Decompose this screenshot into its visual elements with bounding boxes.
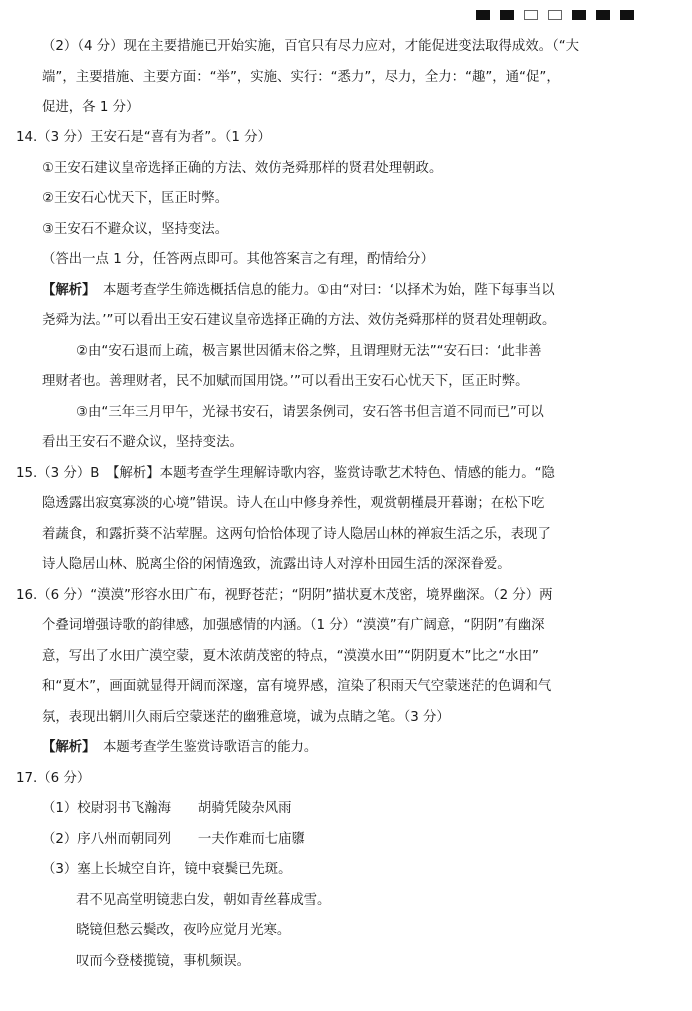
analysis-line: 尧舜为法。’”可以看出王安石建议皇帝选择正确的方法、效仿尧舜那样的贤君处理朝政。 [42,313,556,328]
page-mark [596,10,610,20]
analysis-line: ②由“安石退而上疏，极言累世因循末俗之弊，且谓理财无法”“安石曰：‘此非善 [76,344,542,359]
answer-line: 氛，表现出辋川久雨后空蒙迷茫的幽雅意境，诚为点睛之笔。（3 分） [42,710,450,725]
analysis-line: 理财者也。善理财者，民不加赋而国用饶。’”可以看出王安石心忧天下，匡正时弊。 [42,374,529,389]
page-mark [476,10,490,20]
answer-line: 诗人隐居山林、脱离尘俗的闲情逸致，流露出诗人对淳朴田园生活的深深眷爱。 [42,557,511,572]
page-mark [500,10,514,20]
page-mark [620,10,634,20]
analysis-line: ③由“三年三月甲午，光禄书安石，请罢条例司，安石答书但言道不同而已”可以 [76,405,544,420]
page-mark [524,10,538,20]
answer-point: ②王安石心忧天下，匡正时弊。 [42,191,229,206]
page-mark [548,10,562,20]
answer-line: 着蔬食，和露折葵不沾荤腥。这两句恰恰体现了诗人隐居山林的禅寂生活之乐，表现了 [42,527,551,542]
answer-line: 端”，主要措施、主要方面：“举”，实施、实行：“悉力”，尽力，全力：“趣”，通“促”， [42,70,560,85]
page-mark [572,10,586,20]
question-14-heading: 14.（3 分）王安石是“喜有为者”。（1 分） [16,130,271,145]
analysis-line: 本题考查学生筛选概括信息的能力。①由“对曰：‘以择术为始，陛下每事当以 [103,283,555,298]
answer-line: 叹而今登楼揽镜，事机频误。 [76,954,251,969]
answer-line: （3）塞上长城空自许，镜中衰鬓已先斑。 [42,862,292,877]
analysis-line: 看出王安石不避众议，坚持变法。 [42,435,243,450]
scoring-note: （答出一点 1 分，任答两点即可。其他答案言之有理，酌情给分） [42,252,434,267]
header-page-marks [476,10,644,20]
answer-line: 君不见高堂明镜悲白发，朝如青丝暮成雪。 [76,893,331,908]
analysis-tag: 【解析】 [42,740,96,755]
answer-line: 晓镜但愁云鬓改，夜吟应觉月光寒。 [76,923,291,938]
analysis-line: 本题考查学生鉴赏诗歌语言的能力。 [103,740,318,755]
answer-line: 个叠词增强诗歌的韵律感，加强感情的内涵。（1 分）“漠漠”有广阔意，“阴阴”有幽深 [42,618,545,633]
question-15-heading: 15.（3 分）B 【解析】本题考查学生理解诗歌内容，鉴赏诗歌艺术特色、情感的能力。“隐 [16,466,555,481]
analysis-tag: 【解析】 [42,283,96,298]
answer-line: （1）校尉羽书飞瀚海 胡骑凭陵杂风雨 [42,801,292,816]
answer-line: （2）（4 分）现在主要措施已开始实施，百官只有尽力应对，才能促进变法取得成效。（“大 [42,39,580,54]
answer-line: 促进，各 1 分） [42,100,140,115]
answer-point: ①王安石建议皇帝选择正确的方法、效仿尧舜那样的贤君处理朝政。 [42,161,443,176]
answer-line: 隐透露出寂寞寡淡的心境”错误。诗人在山中修身养性，观赏朝槿晨开暮谢；在松下吃 [42,496,545,511]
answer-point: ③王安石不避众议，坚持变法。 [42,222,229,237]
question-16-heading: 16.（6 分）“漠漠”形容水田广布，视野苍茫；“阴阴”描状夏木茂密，境界幽深。（2 分）两 [16,588,553,603]
answer-line: 意，写出了水田广漠空蒙，夏木浓荫茂密的特点，“漠漠水田”“阴阴夏木”比之“水田” [42,649,539,664]
answer-line: 和“夏木”，画面就显得开阔而深邃，富有境界感，渲染了积雨天气空蒙迷茫的色调和气 [42,679,552,694]
answer-line: （2）序八州而朝同列 一夫作难而七庙隳 [42,832,305,847]
question-17-heading: 17.（6 分） [16,771,91,786]
